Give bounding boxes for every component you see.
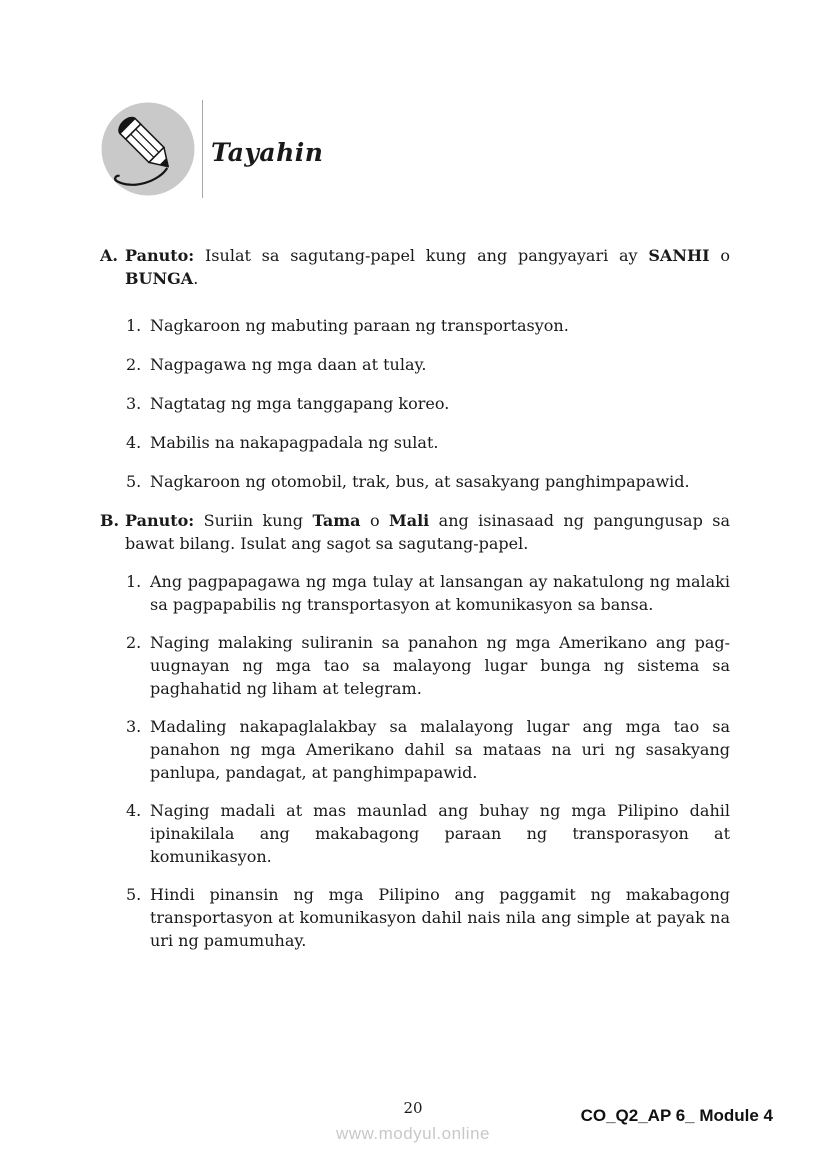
list-item: [125, 353, 730, 376]
pencil-icon: [100, 101, 196, 197]
section-b-label: B.: [100, 511, 120, 530]
keyword-tama: Tama: [312, 511, 361, 530]
list-item: [125, 431, 730, 454]
item-text: Nagpagawa ng mga daan at tulay.: [150, 355, 427, 374]
list-item: [125, 631, 730, 700]
list-item: [125, 799, 730, 868]
section-b: [100, 509, 730, 952]
keyword-mali: Mali: [389, 511, 430, 530]
keyword-bunga: BUNGA: [125, 269, 194, 288]
item-number: 2.: [126, 355, 142, 374]
module-code: CO_Q2_AP 6_ Module 4: [580, 1106, 773, 1125]
item-text: Ang pagpapagawa ng mga tulay at lansangan ay nakatulong ng malaki sa pagpapabilis ng transportasyon at komunikasyon sa bansa.: [150, 572, 730, 614]
item-number: 5.: [126, 472, 142, 491]
item-text: Hindi pinansin ng mga Pilipino ang paggamit ng makabagong transportasyon at komunikasyon dahil nais nila ang simple at payak na uri ng pamumuhay.: [150, 885, 730, 950]
list-item: [125, 314, 730, 337]
panuto-label: Panuto:: [125, 511, 195, 530]
list-item: [125, 470, 730, 493]
item-number: 4.: [126, 433, 142, 452]
item-text: Nagkaroon ng otomobil, trak, bus, at sasakyang panghimpapawid.: [150, 472, 690, 491]
item-number: 3.: [126, 717, 142, 736]
item-number: 2.: [126, 633, 142, 652]
list-item: [125, 570, 730, 616]
item-text: Naging malaking suliranin sa panahon ng mga Amerikano ang pag-uugnayan ng mga tao sa malayong lugar bunga ng sistema sa paghahatid ng liham at telegram.: [150, 633, 730, 698]
section-b-list: [125, 570, 730, 952]
item-number: 4.: [126, 801, 142, 820]
section-a: [100, 244, 730, 493]
instruction-text: Isulat sa sagutang-papel kung ang pangyayari ay: [204, 246, 638, 265]
section-b-instruction: [100, 509, 730, 555]
item-text: Mabilis na nakapagpadala ng sulat.: [150, 433, 439, 452]
list-item: [125, 883, 730, 952]
instruction-text: o: [369, 511, 380, 530]
page-title: Tayahin: [211, 137, 324, 167]
watermark: www.modyul.online: [335, 1124, 490, 1143]
item-text: Nagtatag ng mga tanggapang koreo.: [150, 394, 450, 413]
header-divider: [202, 100, 203, 198]
keyword-sanhi: SANHI: [648, 246, 710, 265]
panuto-label: Panuto:: [125, 246, 195, 265]
item-text: Madaling nakapaglalakbay sa malalayong lugar ang mga tao sa panahon ng mga Amerikano dahil sa mataas na uri ng sasakyang panlupa, pandagat, at panghimpapawid.: [150, 717, 730, 782]
section-a-label: A.: [100, 246, 118, 265]
page-number: 20: [403, 1099, 423, 1117]
instruction-text: .: [193, 269, 199, 288]
item-text: Nagkaroon ng mabuting paraan ng transportasyon.: [150, 316, 569, 335]
instruction-text: ang isinasaad ng pangungusap sa bawat bilang. Isulat ang sagot sa sagutang-papel.: [125, 511, 730, 553]
list-item: [125, 392, 730, 415]
item-number: 1.: [126, 572, 142, 591]
item-number: 5.: [126, 885, 142, 904]
section-a-instruction: [100, 244, 730, 290]
instruction-text: Suriin kung: [203, 511, 304, 530]
item-number: 3.: [126, 394, 142, 413]
section-a-list: [125, 314, 730, 493]
item-text: Naging madali at mas maunlad ang buhay ng mga Pilipino dahil ipinakilala ang makabagong paraan ng transporasyon at komunikasyon.: [150, 801, 730, 866]
page-header: [100, 100, 730, 198]
list-item: [125, 715, 730, 784]
item-number: 1.: [126, 316, 142, 335]
instruction-text: o: [720, 246, 730, 265]
